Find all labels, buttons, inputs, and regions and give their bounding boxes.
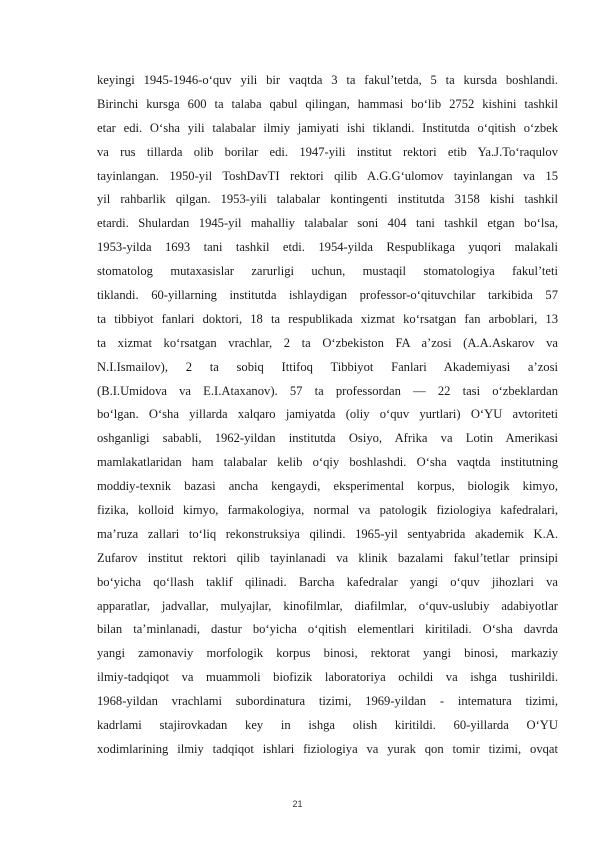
text-line: N.I.Ismailov), 2 ta sobiq Ittifoq Tibbiyot Fanlari Akademiyasi a’zosi — [97, 359, 558, 374]
text-line: yangi zamonaviy morfologik korpus binosi, rektorat yangi binosi, markaziy — [97, 646, 558, 661]
text-line: bilan ta’minlanadi, dastur bo‘yicha o‘qitish elementlari kiritiladi. O‘sha davrda — [97, 622, 558, 637]
text-line: ma’ruza zallari to‘liq rekonstruksiya qilindi. 1965-yil sentyabrida akademik K.A. — [97, 526, 558, 541]
text-line: bo‘yicha qo‘llash taklif qilinadi. Barcha kafedralar yangi o‘quv jihozlari va — [97, 574, 558, 589]
text-line: 1968-yildan vrachlami subordinatura tizimi, 1969-yildan - intematura tizimi, — [97, 694, 558, 709]
text-line: va rus tillarda olib borilar edi. 1947-yili institut rektori etib Ya.J.To‘raqulov — [97, 144, 558, 159]
text-line: tiklandi. 60-yillarning institutda ishlaydigan professor-o‘qituvchilar tarkibida 57 — [97, 288, 558, 303]
text-line: moddiy-texnik bazasi ancha kengaydi, eksperimental korpus, biologik kimyo, — [97, 479, 558, 494]
text-line: ilmiy-tadqiqot va muammoli biofizik laboratoriya ochildi va ishga tushirildi. — [97, 670, 558, 685]
text-line: Zufarov institut rektori qilib tayinlanadi va klinik bazalami fakul’tetlar prinsipi — [97, 550, 558, 565]
text-line: Birinchi kursga 600 ta talaba qabul qilingan, hammasi bo‘lib 2752 kishini tashkil — [97, 96, 558, 111]
text-line: fizika, kolloid kimyo, farmakologiya, normal va patologik fiziologiya kafedralari, — [97, 503, 558, 518]
text-line: (B.I.Umidova va E.I.Ataxanov). 57 ta professordan — 22 tasi o‘zbeklardan — [97, 383, 558, 398]
page-number: 21 — [292, 799, 303, 809]
text-line: mamlakatlaridan ham talabalar kelib o‘qiy boshlashdi. O‘sha vaqtda institutning — [97, 455, 558, 470]
text-line: tayinlangan. 1950-yil ToshDavTI rektori qilib A.G.G‘ulomov tayinlangan va 15 — [97, 168, 558, 183]
text-line: ta xizmat ko‘rsatgan vrachlar, 2 ta O‘zbekiston FA a’zosi (A.A.Askarov va — [97, 335, 558, 350]
text-line: apparatlar, jadvallar, mulyajlar, kinofilmlar, diafilmlar, o‘quv-uslubiy adabiyotlar — [97, 598, 558, 613]
text-line: yil rahbarlik qilgan. 1953-yili talabalar kontingenti institutda 3158 kishi tashkil — [97, 192, 558, 207]
text-line: oshganligi sababli, 1962-yildan institutda Osiyo, Afrika va Lotin Amerikasi — [97, 431, 558, 446]
text-line: bo‘lgan. O‘sha yillarda xalqaro jamiyatda (oliy o‘quv yurtlari) O‘YU avtoriteti — [97, 407, 558, 422]
text-line: stomatolog mutaxasislar zarurligi uchun, mustaqil stomatologiya fakul’teti — [97, 264, 558, 279]
text-line: 1953-yilda 1693 tani tashkil etdi. 1954-yilda Respublikaga yuqori malakali — [97, 240, 558, 255]
text-line: etardi. Shulardan 1945-yil mahalliy talabalar soni 404 tani tashkil etgan bo‘lsa, — [97, 216, 558, 231]
text-line: ta tibbiyot fanlari doktori, 18 ta respublikada xizmat ko‘rsatgan fan arboblari, 13 — [97, 311, 558, 326]
text-line: kadrlami stajirovkadan key in ishga olish kiritildi. 60-yillarda O‘YU — [97, 718, 558, 733]
text-line: keyingi 1945-1946-o‘quv yili bir vaqtda 3 ta fakul’tetda, 5 ta kursda boshlandi. — [97, 73, 558, 87]
body-text — [97, 69, 558, 762]
text-line: xodimlarining ilmiy tadqiqot ishlari fiziologiya va yurak qon tomir tizimi, ovqat — [97, 741, 558, 756]
text-line: etar edi. O‘sha yili talabalar ilmiy jamiyati ishi tiklandi. Institutda o‘qitish o‘zbek — [97, 120, 558, 135]
